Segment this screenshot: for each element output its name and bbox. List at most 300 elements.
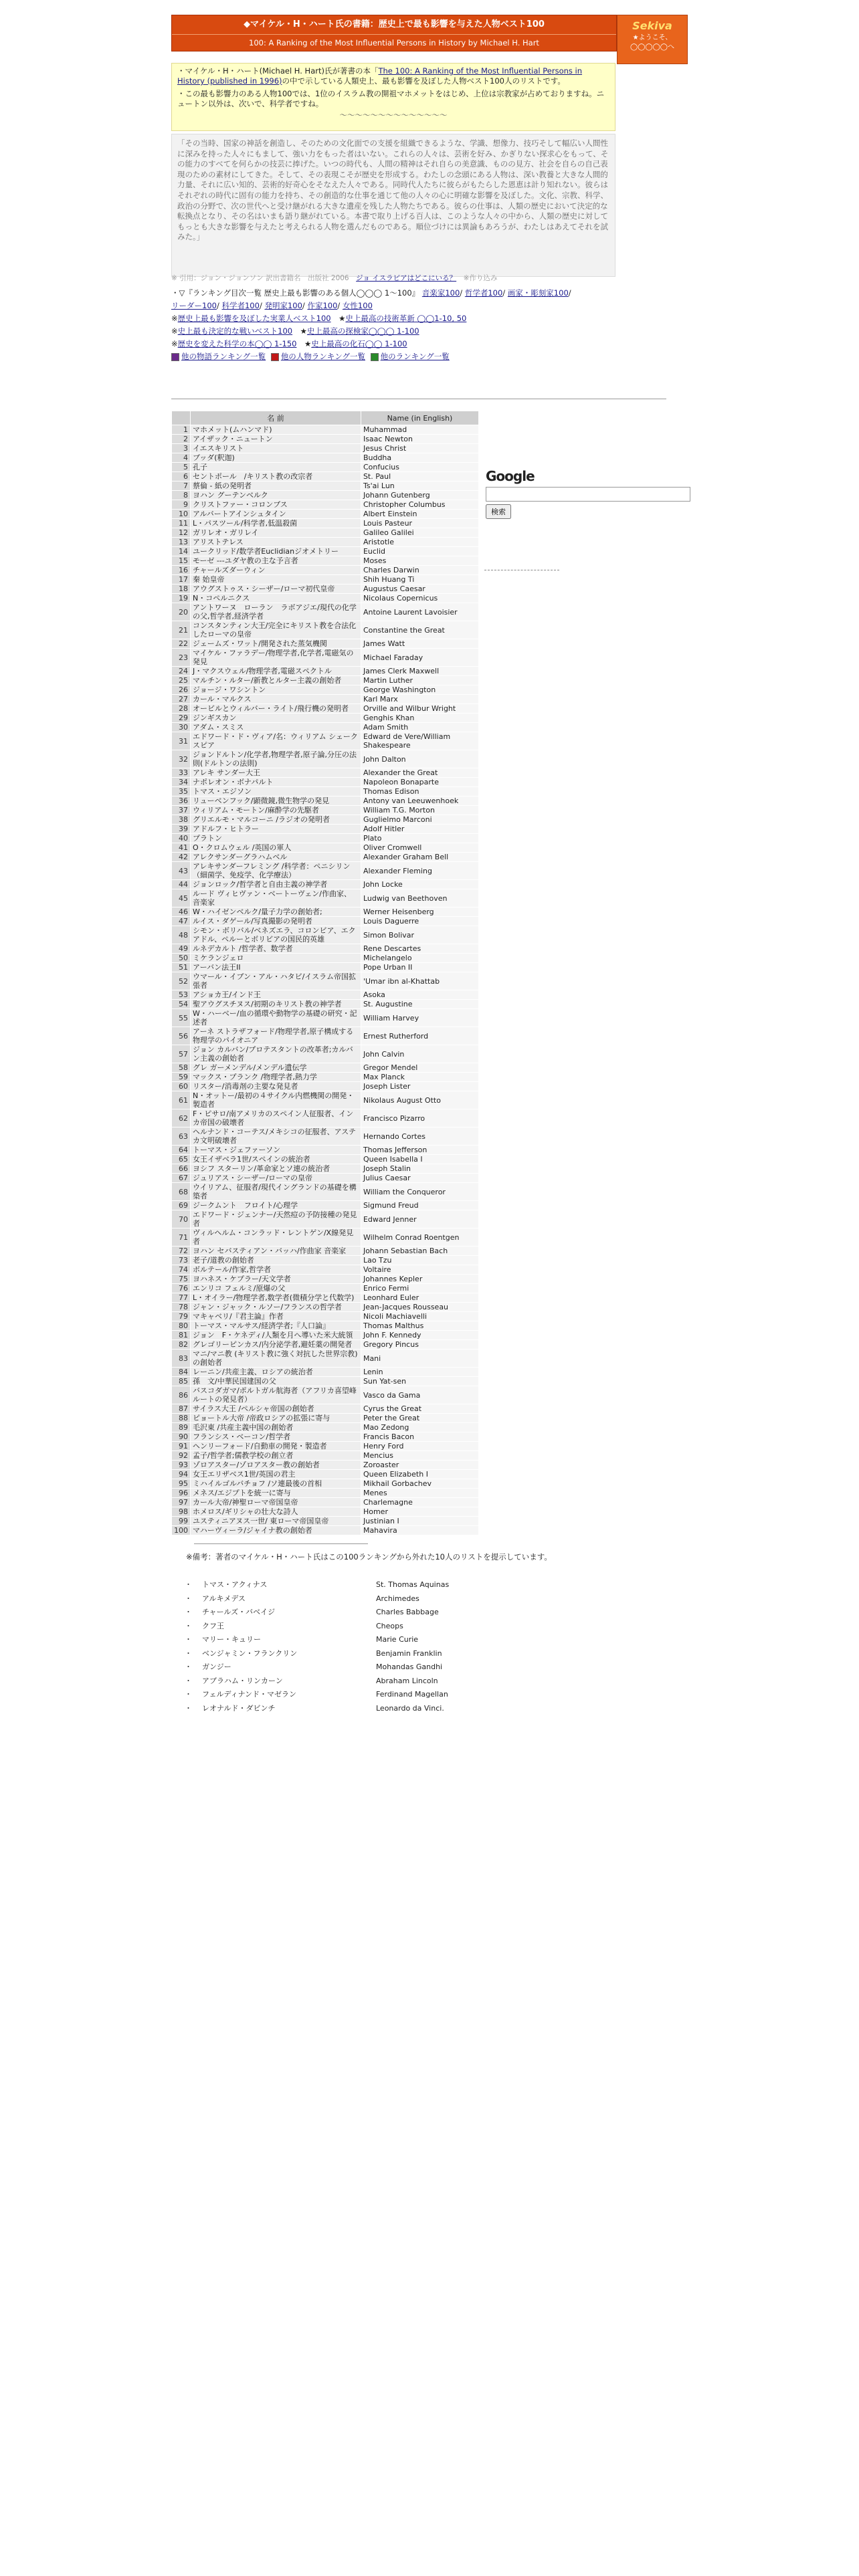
table-row (172, 566, 479, 575)
rank-cell: 73 (172, 1256, 191, 1265)
list-item (185, 1620, 449, 1634)
table-row (172, 575, 479, 584)
link-painters[interactable]: 画家・彫刻家100 (507, 288, 569, 298)
name-jp-cell: トーマス・マルサス/経済学者;『人口論』 (191, 1321, 361, 1331)
item-name-jp: アブラハム・リンカーン (202, 1676, 283, 1685)
name-jp-cell: アウグストゥス・シーザー/ローマ初代皇帝 (191, 584, 361, 594)
rank-cell: 53 (172, 990, 191, 1000)
name-en-cell: Ludwig van Beethoven (361, 889, 478, 907)
item-name-jp: チャールズ・バベイジ (202, 1608, 276, 1616)
list-item (185, 1660, 449, 1675)
rank-cell: 57 (172, 1045, 191, 1063)
rank-cell: 4 (172, 453, 191, 463)
rank-cell: 46 (172, 907, 191, 917)
rank-cell: 41 (172, 843, 191, 853)
table-row (172, 843, 479, 853)
quote-block: 「その当時、国家の神話を創造し、そのための文化面での支援を組織できるような、学識、想像力、技巧そして幅広い人間性に深みを持った人々にもまして、強い力をもった者はいない。これらの人々は、芸術を好み、かぎりない探求心をもって、その能力のすべてを何らかの技芸に捧げた。いつの時代も、人間の精神はそれ自らの美意識、ものの見方、社会を自らの自己表現のための素材にしてきた。そして、その表現こそが歴史を形成する。わたしの念頭にある人物は、深い教養と大きな人間的力量、それに広い知的、芸術的好奇心をそなえた人々である。同時代人たちに彼らがもたらした恩恵は計り知れない。彼らはそれぞれの時代に固有の能力を持ち、その創造的な仕事を通じて他の人々の心に明確な影響を及ぼした。文化、宗教、科学、政治の分野で、次の世代へと受け継がれる大きな遺産を残した人物たちである。彼らの仕事は、人類の歴史において決定的な転換点となり、その名はいまも語り継がれている。本書で取り上げる百人は、このような人々の中から、人類の歴史に対してもっとも大きな影響を与えたと考えられる人物を選んだものである。順位づけには異論もあろうが、わたしはあえてそれを試みた。」 (171, 134, 615, 277)
name-en-cell: Confucius (361, 463, 478, 472)
rank-cell: 21 (172, 621, 191, 639)
header-rank (172, 411, 191, 425)
rank-cell: 95 (172, 1479, 191, 1489)
name-en-cell: Sun Yat-sen (361, 1377, 478, 1386)
name-en-cell: Rene Descartes (361, 944, 478, 954)
name-en-cell: Ernest Rutherford (361, 1027, 478, 1045)
rank-cell: 38 (172, 815, 191, 825)
name-en-cell: Leonhard Euler (361, 1293, 478, 1303)
item-name-jp: フェルディナンド・マゼラン (202, 1690, 297, 1699)
search-input[interactable] (486, 487, 690, 502)
name-jp-cell: 秦 始皇帝 (191, 575, 361, 584)
name-en-cell: John Dalton (361, 750, 478, 768)
table-row (172, 463, 479, 472)
table-row (172, 926, 479, 944)
title-banner (171, 15, 617, 51)
table-row (172, 1321, 479, 1331)
table-row (172, 1228, 479, 1247)
name-jp-cell: ルネデカルト /哲学者、数学者 (191, 944, 361, 954)
name-en-cell: Thomas Malthus (361, 1321, 478, 1331)
table-row (172, 1350, 479, 1368)
name-jp-cell: アレキ サンダー大王 (191, 768, 361, 778)
menu-row-1-prefix: ・▽『ランキング目次一覧 歴史上最も影響のある個人◯◯◯ 1〜100』 (171, 288, 420, 298)
menu-row-5: ※歴史を変えた科学の本◯◯ 1-150 ★史上最高の化石◯◯ 1-100 (171, 339, 407, 348)
rank-cell: 61 (172, 1091, 191, 1109)
name-en-cell: Antoine Laurent Lavoisier (361, 603, 478, 621)
rank-cell: 47 (172, 917, 191, 926)
table-row (172, 1256, 479, 1265)
note-text: ※備考：著者のマイケル・H・ハート氏はこの100ランキングから外れた10人のリストを提示しています。 (186, 1552, 552, 1562)
name-en-cell: Hernando Cortes (361, 1128, 478, 1146)
name-en-cell: Lao Tzu (361, 1256, 478, 1265)
name-jp-cell: マニ/マニ教 (キリスト教に強く対抗した世界宗教) の創始者 (191, 1350, 361, 1368)
table-row (172, 519, 479, 528)
source-link[interactable]: ジョ イスラビアはどこにいる？ (356, 274, 457, 282)
name-en-cell: Gregory Pincus (361, 1340, 478, 1350)
table-row (172, 1000, 479, 1009)
name-en-cell: Buddha (361, 453, 478, 463)
rank-cell: 13 (172, 538, 191, 547)
rank-cell: 51 (172, 963, 191, 972)
rank-cell: 65 (172, 1155, 191, 1164)
name-jp-cell: アレクサンダーグラハムベル (191, 853, 361, 862)
table-row (172, 695, 479, 704)
header-name-jp: 名 前 (191, 411, 361, 425)
rank-cell: 90 (172, 1432, 191, 1442)
table-row (172, 1479, 479, 1489)
list-item (185, 1578, 449, 1592)
rank-cell: 75 (172, 1275, 191, 1284)
name-en-cell: Homer (361, 1507, 478, 1517)
rank-cell: 18 (172, 584, 191, 594)
table-row (172, 584, 479, 594)
table-row (172, 510, 479, 519)
table-row (172, 1303, 479, 1312)
name-jp-cell: アントワーヌ ローラン ラボアジエ/現代の化学の父,哲学者,経済学者 (191, 603, 361, 621)
bullet: ・ (185, 1580, 192, 1589)
name-en-cell: William Harvey (361, 1009, 478, 1027)
rank-cell: 69 (172, 1201, 191, 1210)
purple-square-icon (171, 353, 179, 361)
rank-cell: 29 (172, 714, 191, 723)
intro-line-2: ・この最も影響力のある人物100では、1位のイスラム教の開祖マホメットをはじめ、上位は宗教家が占めておりますね。ニュートン以外は、次いで、科学者ですね。 (177, 89, 605, 108)
link-musicians[interactable]: 音楽家100 (421, 288, 460, 298)
menu-row-6 (171, 351, 680, 364)
rank-cell: 54 (172, 1000, 191, 1009)
table-row (172, 1063, 479, 1073)
name-jp-cell: グレ ガーメンデル/メンデル遺伝学 (191, 1063, 361, 1073)
bullet: ・ (185, 1662, 192, 1671)
rank-cell: 33 (172, 768, 191, 778)
name-jp-cell: W・ハイゼンベルク/量子力学の創始者; (191, 907, 361, 917)
name-jp-cell: モーゼ ---ユダヤ教の主な予言者 (191, 556, 361, 566)
name-jp-cell: L・オイラー/物理学者,数学者(微積分学と代数学) (191, 1293, 361, 1303)
table-row (172, 603, 479, 621)
logo-subtext: ★ようこそ、◯◯◯◯◯へ (630, 34, 674, 51)
name-en-cell: Thomas Edison (361, 787, 478, 796)
source-after: ※作り込み (463, 274, 498, 282)
item-name-en: Abraham Lincoln (376, 1676, 438, 1685)
name-en-cell: Martin Luther (361, 676, 478, 685)
rank-cell: 8 (172, 491, 191, 500)
name-en-cell: Wilhelm Conrad Roentgen (361, 1228, 478, 1247)
name-jp-cell: メネス/エジプトを統一に寄与 (191, 1489, 361, 1498)
name-en-cell: Simon Bolivar (361, 926, 478, 944)
name-jp-cell: アダム・スミス (191, 723, 361, 732)
link-women[interactable]: 女性100 (342, 301, 373, 310)
table-row (172, 1331, 479, 1340)
name-en-cell: Michelangelo (361, 954, 478, 963)
rank-cell: 59 (172, 1073, 191, 1082)
rank-cell: 15 (172, 556, 191, 566)
name-en-cell: Charlemagne (361, 1498, 478, 1507)
rank-cell: 52 (172, 972, 191, 990)
intro-box (171, 63, 615, 131)
rank-cell: 79 (172, 1312, 191, 1321)
table-row (172, 853, 479, 862)
rank-cell: 26 (172, 685, 191, 695)
name-jp-cell: サイラス大王 /ペルシャ帝国の創始者 (191, 1404, 361, 1414)
logo-brand: Sekiva (632, 19, 672, 32)
name-jp-cell: N・コペルニクス (191, 594, 361, 603)
table-row (172, 917, 479, 926)
table-row (172, 963, 479, 972)
intro-suffix: の中で示している人類史上、最も影響を及ぼした人物ベスト100人のリストです。 (282, 76, 565, 86)
search-button[interactable]: 検索 (486, 504, 511, 519)
name-en-cell: Ts'ai Lun (361, 481, 478, 491)
table-row (172, 649, 479, 667)
link-explorers[interactable]: 史上最高の探検家◯◯◯ 1-100 (306, 326, 419, 336)
name-jp-cell: エドワード・ジェンナー/天然痘の予防接種の発見者 (191, 1210, 361, 1228)
name-en-cell: Louis Pasteur (361, 519, 478, 528)
table-row (172, 425, 479, 435)
name-jp-cell: 女王エリザベス1世/英国の君主 (191, 1470, 361, 1479)
table-row (172, 1404, 479, 1414)
table-row (172, 1377, 479, 1386)
link-scientists[interactable]: 科学者100 (221, 301, 260, 310)
rank-cell: 50 (172, 954, 191, 963)
table-row (172, 491, 479, 500)
ranking-table (171, 411, 479, 1535)
name-en-cell: Voltaire (361, 1265, 478, 1275)
name-jp-cell: ガリレオ・ガリレイ (191, 528, 361, 538)
table-body (172, 425, 479, 1535)
name-jp-cell: ジェームズ・ワット/開発された蒸気機関 (191, 639, 361, 649)
name-jp-cell: ゾロアスター/ゾロアスター教の創始者 (191, 1461, 361, 1470)
link-leaders[interactable]: リーダー100 (171, 301, 217, 310)
name-jp-cell: マキャベリ/『君主論』作者 (191, 1312, 361, 1321)
name-en-cell: Queen Elizabeth I (361, 1470, 478, 1479)
book-link[interactable]: The 100: A Ranking of the Most Influential Persons in History (published in 1996) (177, 66, 583, 86)
name-jp-cell: プラトン (191, 834, 361, 843)
name-jp-cell: マハーヴィーラ/ジャイナ教の創始者 (191, 1526, 361, 1535)
name-jp-cell: ヨハン セバスティアン・バッハ/作曲家 音楽家 (191, 1247, 361, 1256)
table-row (172, 1517, 479, 1526)
name-en-cell: Enrico Fermi (361, 1284, 478, 1293)
rank-cell: 96 (172, 1489, 191, 1498)
rank-cell: 68 (172, 1183, 191, 1201)
table-row (172, 1210, 479, 1228)
rank-cell: 40 (172, 834, 191, 843)
name-jp-cell: アーバン法王II (191, 963, 361, 972)
name-jp-cell: ジョージ・ワシントン (191, 685, 361, 695)
name-jp-cell: アレキサンダーフレミング /科学者：ペニシリン（細菌学、免疫学、化学療法） (191, 862, 361, 880)
name-en-cell: Moses (361, 556, 478, 566)
item-name-en: Archimedes (376, 1594, 419, 1603)
name-jp-cell: レーニン/共産主義、ロシアの統治者 (191, 1368, 361, 1377)
name-jp-cell: ナポレオン・ボナパルト (191, 778, 361, 787)
rank-cell: 28 (172, 704, 191, 714)
table-row (172, 1265, 479, 1275)
name-en-cell: Francisco Pizarro (361, 1109, 478, 1128)
name-jp-cell: ヴィルヘルム・コンラッド・レントゲン/X線発見者 (191, 1228, 361, 1247)
name-en-cell: Menes (361, 1489, 478, 1498)
name-jp-cell: ボルテール/作家,哲学者 (191, 1265, 361, 1275)
name-jp-cell: ユスティニアヌス一世/ 東ローマ帝国皇帝 (191, 1517, 361, 1526)
name-jp-cell: ミケランジェロ (191, 954, 361, 963)
link-writers[interactable]: 作家100 (307, 301, 338, 310)
name-jp-cell: 聖アウグスチヌス/初期のキリスト教の神学者 (191, 1000, 361, 1009)
link-other-stories[interactable]: 他の物語ランキング一覧 (181, 352, 266, 361)
rank-cell: 66 (172, 1164, 191, 1174)
name-en-cell: Mani (361, 1350, 478, 1368)
bullet: ・ (185, 1648, 192, 1658)
name-jp-cell: 毛沢東 /共産主義中国の創始者 (191, 1423, 361, 1432)
name-jp-cell: ヘルナンド・コーテス/メキシコの征服者、アステカ文明破壊者 (191, 1128, 361, 1146)
intro-prefix: ・マイケル・H・ハート(Michael H. Hart)氏が著書の本「 (177, 66, 379, 76)
link-business[interactable]: 歴史上最も影響を及ぼした実業人ベスト100 (177, 314, 331, 323)
table-row (172, 1082, 479, 1091)
rank-cell: 62 (172, 1109, 191, 1128)
rank-cell: 16 (172, 566, 191, 575)
rank-cell: 3 (172, 444, 191, 453)
name-en-cell: Justinian I (361, 1517, 478, 1526)
name-jp-cell: N・オットー/最初の４サイクル内燃機関の開発・製造者 (191, 1091, 361, 1109)
table-row (172, 1368, 479, 1377)
rank-cell: 83 (172, 1350, 191, 1368)
table-row (172, 481, 479, 491)
name-jp-cell: オービルとウィルバー・ライト/飛行機の発明者 (191, 704, 361, 714)
rank-cell: 81 (172, 1331, 191, 1340)
bullet: ・ (185, 1608, 192, 1616)
name-en-cell: John F. Kennedy (361, 1331, 478, 1340)
name-en-cell: Jesus Christ (361, 444, 478, 453)
table-row (172, 1284, 479, 1293)
link-inventors[interactable]: 発明家100 (264, 301, 302, 310)
name-en-cell: Sigmund Freud (361, 1201, 478, 1210)
name-jp-cell: アリストテレス (191, 538, 361, 547)
rank-cell: 20 (172, 603, 191, 621)
name-en-cell: Cyrus the Great (361, 1404, 478, 1414)
page-title: ◆マイケル・H・ハート氏の書籍：歴史上で最も影響を与えた人物ベスト100 (172, 15, 616, 35)
bullet: ・ (185, 1621, 192, 1630)
search-widget (486, 468, 700, 519)
name-jp-cell: コンスタンティン大王/完全にキリスト教を合法化したローマの皇帝 (191, 621, 361, 639)
name-jp-cell: ルイス・ダゲール/写真撮影の発明者 (191, 917, 361, 926)
search-brand-text: Google (486, 468, 535, 484)
link-technology[interactable]: 史上最高の技術革新 ◯◯1-10, 50 (345, 314, 467, 323)
name-en-cell: Lenin (361, 1368, 478, 1377)
item-name-en: Mohandas Gandhi (376, 1662, 443, 1671)
table-row (172, 435, 479, 444)
name-en-cell: Mao Zedong (361, 1423, 478, 1432)
header-name-en: Name (in English) (361, 411, 478, 425)
name-jp-cell: フランシス・ベーコン/哲学者 (191, 1432, 361, 1442)
wave-divider: 〜〜〜〜〜〜〜〜〜〜〜〜〜〜 (339, 110, 448, 120)
quote-source (171, 273, 615, 283)
rank-cell: 55 (172, 1009, 191, 1027)
name-en-cell: St. Augustine (361, 1000, 478, 1009)
rank-cell: 91 (172, 1442, 191, 1451)
name-en-cell: Joseph Stalin (361, 1164, 478, 1174)
table-row (172, 704, 479, 714)
name-en-cell: Julius Caesar (361, 1174, 478, 1183)
name-jp-cell: マホメット(ムハンマド) (191, 425, 361, 435)
rank-cell: 92 (172, 1451, 191, 1461)
rank-cell: 99 (172, 1517, 191, 1526)
name-jp-cell: カール大帝/神聖ローマ帝国皇帝 (191, 1498, 361, 1507)
rank-cell: 93 (172, 1461, 191, 1470)
rank-cell: 89 (172, 1423, 191, 1432)
name-jp-cell: ルード ヴィヒヴァン・ベートーヴェン/作曲家、音楽家 (191, 889, 361, 907)
rank-cell: 71 (172, 1228, 191, 1247)
bullet: ・ (185, 1635, 192, 1644)
rank-cell: 37 (172, 806, 191, 815)
name-jp-cell: ミハイルゴルバチョフ /ソ連最後の首相 (191, 1479, 361, 1489)
table-row (172, 1275, 479, 1284)
name-jp-cell: ジョンドルトン/化学者,物理学者,原子論,分圧の法則(ドルトンの法則) (191, 750, 361, 768)
table-row (172, 676, 479, 685)
name-en-cell: Edward Jenner (361, 1210, 478, 1228)
list-item (185, 1633, 449, 1647)
rank-cell: 6 (172, 472, 191, 481)
name-jp-cell: ヘンリーフォード/自動車の開発・製造者 (191, 1442, 361, 1451)
rank-cell: 34 (172, 778, 191, 787)
rank-cell: 43 (172, 862, 191, 880)
name-en-cell: Christopher Columbus (361, 500, 478, 510)
name-en-cell: Edward de Vere/William Shakespeare (361, 732, 478, 750)
name-en-cell: Louis Daguerre (361, 917, 478, 926)
link-battles[interactable]: 史上最も決定的な戦いベスト100 (177, 326, 293, 336)
table-row (172, 1489, 479, 1498)
rank-cell: 1 (172, 425, 191, 435)
table-row (172, 1109, 479, 1128)
name-en-cell: Francis Bacon (361, 1432, 478, 1442)
rank-cell: 42 (172, 853, 191, 862)
link-other-rankings[interactable]: 他のランキング一覧 (380, 352, 450, 361)
site-logo[interactable] (617, 15, 688, 64)
table-row (172, 1432, 479, 1442)
table-row (172, 500, 479, 510)
link-philosophers[interactable]: 哲学者100 (464, 288, 503, 298)
name-en-cell: St. Paul (361, 472, 478, 481)
rank-cell: 2 (172, 435, 191, 444)
menu-row-1: ・▽『ランキング目次一覧 歴史上最も影響のある個人◯◯◯ 1〜100』 音楽家100/ 哲学者100/ 画家・彫刻家100/ (171, 288, 571, 298)
table-row (172, 889, 479, 907)
menu-row-3: ※歴史上最も影響を及ぼした実業人ベスト100 ★史上最高の技術革新 ◯◯1-10, 50 (171, 314, 467, 323)
name-en-cell: Isaac Newton (361, 435, 478, 444)
name-jp-cell: アルバートアインシュタイン (191, 510, 361, 519)
table-row (172, 778, 479, 787)
name-jp-cell: ウィリアム・モートン/麻酔学の先駆者 (191, 806, 361, 815)
table-row (172, 954, 479, 963)
link-fossils[interactable]: 史上最高の化石◯◯ 1-100 (311, 339, 407, 348)
link-other-people[interactable]: 他の人物ランキング一覧 (280, 352, 365, 361)
name-jp-cell: トマス・エジソン (191, 787, 361, 796)
rank-cell: 11 (172, 519, 191, 528)
name-en-cell: Johannes Kepler (361, 1275, 478, 1284)
rank-cell: 80 (172, 1321, 191, 1331)
name-en-cell: Adam Smith (361, 723, 478, 732)
name-en-cell: John Calvin (361, 1045, 478, 1063)
table-row (172, 825, 479, 834)
name-jp-cell: ジャン・ジャック・ルソー/フランスの哲学者 (191, 1303, 361, 1312)
rank-cell: 98 (172, 1507, 191, 1517)
table-row (172, 1183, 479, 1201)
table-row (172, 1201, 479, 1210)
table-row (172, 1386, 479, 1404)
bullet: ・ (185, 1703, 192, 1713)
item-name-jp: レオナルド・ダビンチ (202, 1703, 276, 1713)
rank-cell: 82 (172, 1340, 191, 1350)
table-row (172, 732, 479, 750)
name-en-cell: Nikolaus August Otto (361, 1091, 478, 1109)
table-row (172, 639, 479, 649)
table-row (172, 1451, 479, 1461)
table-row (172, 815, 479, 825)
name-jp-cell: マイケル・ファラデー/物理学者,化学者,電磁気の発見 (191, 649, 361, 667)
table-row (172, 862, 479, 880)
name-jp-cell: トーマス・ジェファーソン (191, 1146, 361, 1155)
name-jp-cell: 孫 文/中華民国建国の父 (191, 1377, 361, 1386)
name-en-cell: Napoleon Bonaparte (361, 778, 478, 787)
link-science-books[interactable]: 歴史を変えた科学の本◯◯ 1-150 (177, 339, 297, 348)
table-row (172, 1128, 479, 1146)
name-jp-cell: ヨシフ スターリン/革命家とソ連の統治者 (191, 1164, 361, 1174)
item-name-en: Cheops (376, 1621, 403, 1630)
rank-cell: 31 (172, 732, 191, 750)
name-jp-cell: シモン・ボリバル/ベネズエラ、コロンビア、エクアドル、ペルーとボリビアの国民的英雄 (191, 926, 361, 944)
name-en-cell: Jean-Jacques Rousseau (361, 1303, 478, 1312)
name-jp-cell: ジークムント フロイト/心理学 (191, 1201, 361, 1210)
red-square-icon (271, 353, 279, 361)
rank-cell: 24 (172, 667, 191, 676)
table-row (172, 796, 479, 806)
name-jp-cell: ジンギスカン (191, 714, 361, 723)
rank-cell: 76 (172, 1284, 191, 1293)
name-en-cell: Muhammad (361, 425, 478, 435)
item-name-en: Marie Curie (376, 1635, 419, 1644)
name-en-cell: Michael Faraday (361, 649, 478, 667)
